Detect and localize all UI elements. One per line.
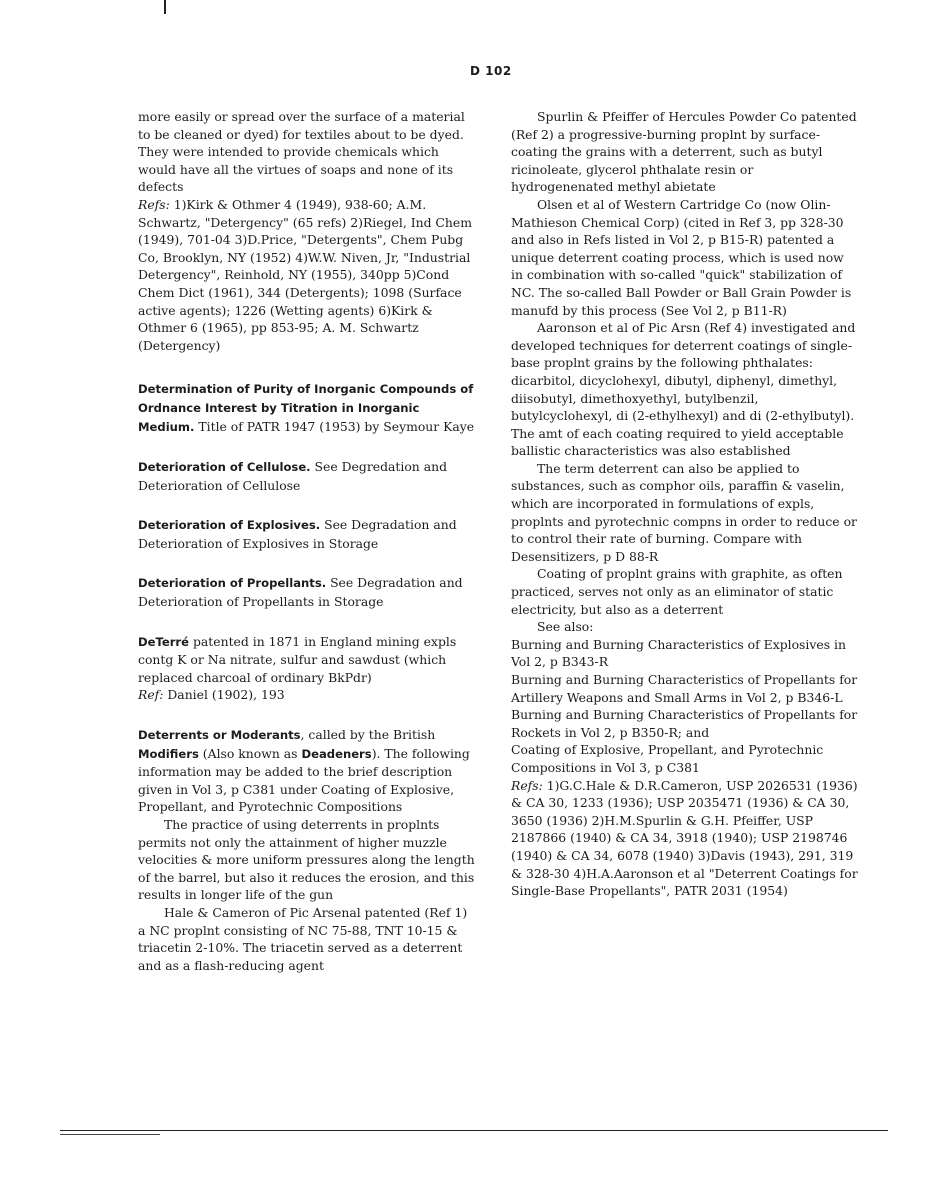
see-also-label: See also: [537,619,594,635]
entry-text: Title of PATR 1947 (1953) by Seymour Kaye [194,418,475,434]
entry-heading: Deterioration of Explosives. [138,518,321,533]
refs-label: Refs: [511,777,543,793]
entry-deterioration-cellulose [138,458,478,494]
bottom-rule [60,1130,888,1131]
entry-heading: Deterrents or Moderants [138,728,301,743]
see-also-item: Burning and Burning Characteristics of Explosives in Vol 2, p B343-R [511,636,846,670]
entry-text: , called by the British [300,727,436,743]
entry-deterioration-explosives [138,516,478,552]
right-paragraph-1: Spurlin & Pfeiffer of Hercules Powder Co patented (Ref 2) a progressive-burning proplnt by surface-coating the grains with a deterrent, such as butyl ricinoleate, glycerol phthalate resin or hydrogenenated methyl abietate [511,109,857,195]
see-also-item: Burning and Burning Characteristics of Propellants for Rockets in Vol 2, p B350-R; and [511,707,858,740]
refs-text: 1)Kirk & Othmer 4 (1949), 938-60; A.M. Schwartz, "Detergency" (65 refs) 2)Riegel, Ind Chem (1949), 701-04 3)D.Price, "Detergents", Chem Pubg Co, Brooklyn, NY (1952) 4)W.W. Niven, Jr, "Industrial Detergency", Reinhold, NY (1955), 340pp 5)Cond Chem Dict (1961), 344 (Detergents); 1098 (Surface active agents); 1226 (Wetting agents) 6)Kirk & Othmer 6 (1965), pp 853-95; A. M. Schwartz (Detergency) [138,196,472,353]
entry-heading: Determination of Purity of Inorganic Compounds of Ordnance Interest by Titration in Inorganic Medium. [138,382,474,434]
entry-text: See Degradation and Deterioration of Propellants in Storage [138,575,463,610]
detergents-refs [138,196,478,354]
entry-heading: DeTerré [138,634,190,649]
see-also-item: Coating of Explosive, Propellant, and Pyrotechnic Compositions in Vol 3, p C381 [511,742,824,775]
refs-text: 1)G.C.Hale & D.R.Cameron, USP 2026531 (1936) & CA 30, 1233 (1936); USP 2035471 (1936) & CA 30, 3650 (1936) 2)H.M.Spurlin & G.H. Pfeiffer, USP 2187866 (1940) & CA 34, 3918 (1940); USP 2198746 (1940) & CA 34, 6078 (1940) 3)Davis (1943), 291, 319 & 328-30 4)H.A.Aaronson et al "Deterrent Coatings for Single-Base Propellants", PATR 2031 (1954) [511,777,858,899]
page-number: D 102 [470,64,512,78]
detergents-continuation: more easily or spread over the surface of a material to be cleaned or dyed) for textiles about to be dyed. They were intended to provide chemicals which would have all the virtues of soaps and none of its defects [138,109,465,195]
right-paragraph-5: Coating of proplnt grains with graphite, as often practiced, serves not only as an eliminator of static electricity, but also as a deterrent [511,566,843,617]
margin-mark [164,0,166,14]
bottom-rule-short [60,1134,160,1135]
entry-heading-deadeners: Deadeners [301,746,372,761]
entry-heading-modifiers: Modifiers [138,746,199,761]
deterre-ref [138,686,478,704]
right-paragraph-4: The term deterrent can also be applied to substances, such as comphor oils, paraffin & vaselin, which are incorporated in formulations of expls, proplnts and pyrotechnic compns in order to reduce or to control their rate of burning. Compare with Desensitizers, p D 88-R [511,460,857,564]
see-also-item: Burning and Burning Characteristics of Propellants for Artillery Weapons and Small Arms in Vol 2, p B346-L [511,672,858,705]
entry-deterrents [138,726,478,816]
left-column [138,108,478,974]
entry-text: See Degredation and Deterioration of Cellulose [138,459,448,493]
entry-heading: Deterioration of Propellants. [138,576,327,591]
deterrents-paragraph-1: The practice of using deterrents in proplnts permits not only the attainment of higher muzzle velocities & more uniform pressures along the length of the barrel, but also it reduces the erosion, and this results in longer life of the gun [138,817,475,903]
ref-text: Daniel (1902), 193 [163,687,285,703]
entry-text: See Degradation and Deterioration of Explosives in Storage [138,517,457,551]
entry-heading: Deterioration of Cellulose. [138,460,311,475]
entry-determination-purity [138,380,478,436]
entry-text: ). The following information may be added to the brief description given in Vol 3, p C381 under Coating of Explosive, Propellant, and Pyrotechnic Compositions [138,745,470,815]
right-paragraph-3: Aaronson et al of Pic Arsn (Ref 4) investigated and developed techniques for deterrent coatings of single-base proplnt grains by the following phthalates: dicarbitol, dicyclohexyl, dibutyl, diphenyl, dimethyl, diisobutyl, dimethoxyethyl, butylbenzil, butylcyclohexyl, di (2-ethylhexyl) and di (2-ethylbutyl). The amt of each coating required to yield acceptable ballistic characteristics was also established [511,320,856,459]
entry-deterioration-propellants [138,574,478,610]
right-refs [511,777,859,900]
entry-text: patented in 1871 in England mining expls contg K or Na nitrate, sulfur and sawdust (which replaced charcoal of ordinary BkPdr) [138,633,457,685]
ref-label: Ref: [138,687,164,703]
deterrents-paragraph-2: Hale & Cameron of Pic Arsenal patented (Ref 1) a NC proplnt consisting of NC 75-88, TNT 10-15 & triacetin 2-10%. The triacetin served as a deterrent and as a flash-reducing agent [138,904,468,973]
refs-label: Refs: [138,196,170,212]
right-paragraph-2: Olsen et al of Western Cartridge Co (now Olin-Mathieson Chemical Corp) (cited in Ref 3, pp 328-30 and also in Refs listed in Vol 2, p B15-R) patented a unique deterrent coating process, which is used now in combination with so-called "quick" stabilization of NC. The so-called Ball Powder or Ball Grain Powder is manufd by this process (See Vol 2, p B11-R) [511,196,852,318]
entry-deterre [138,633,478,687]
entry-text: (Also known as [198,745,302,761]
right-column [511,108,859,900]
